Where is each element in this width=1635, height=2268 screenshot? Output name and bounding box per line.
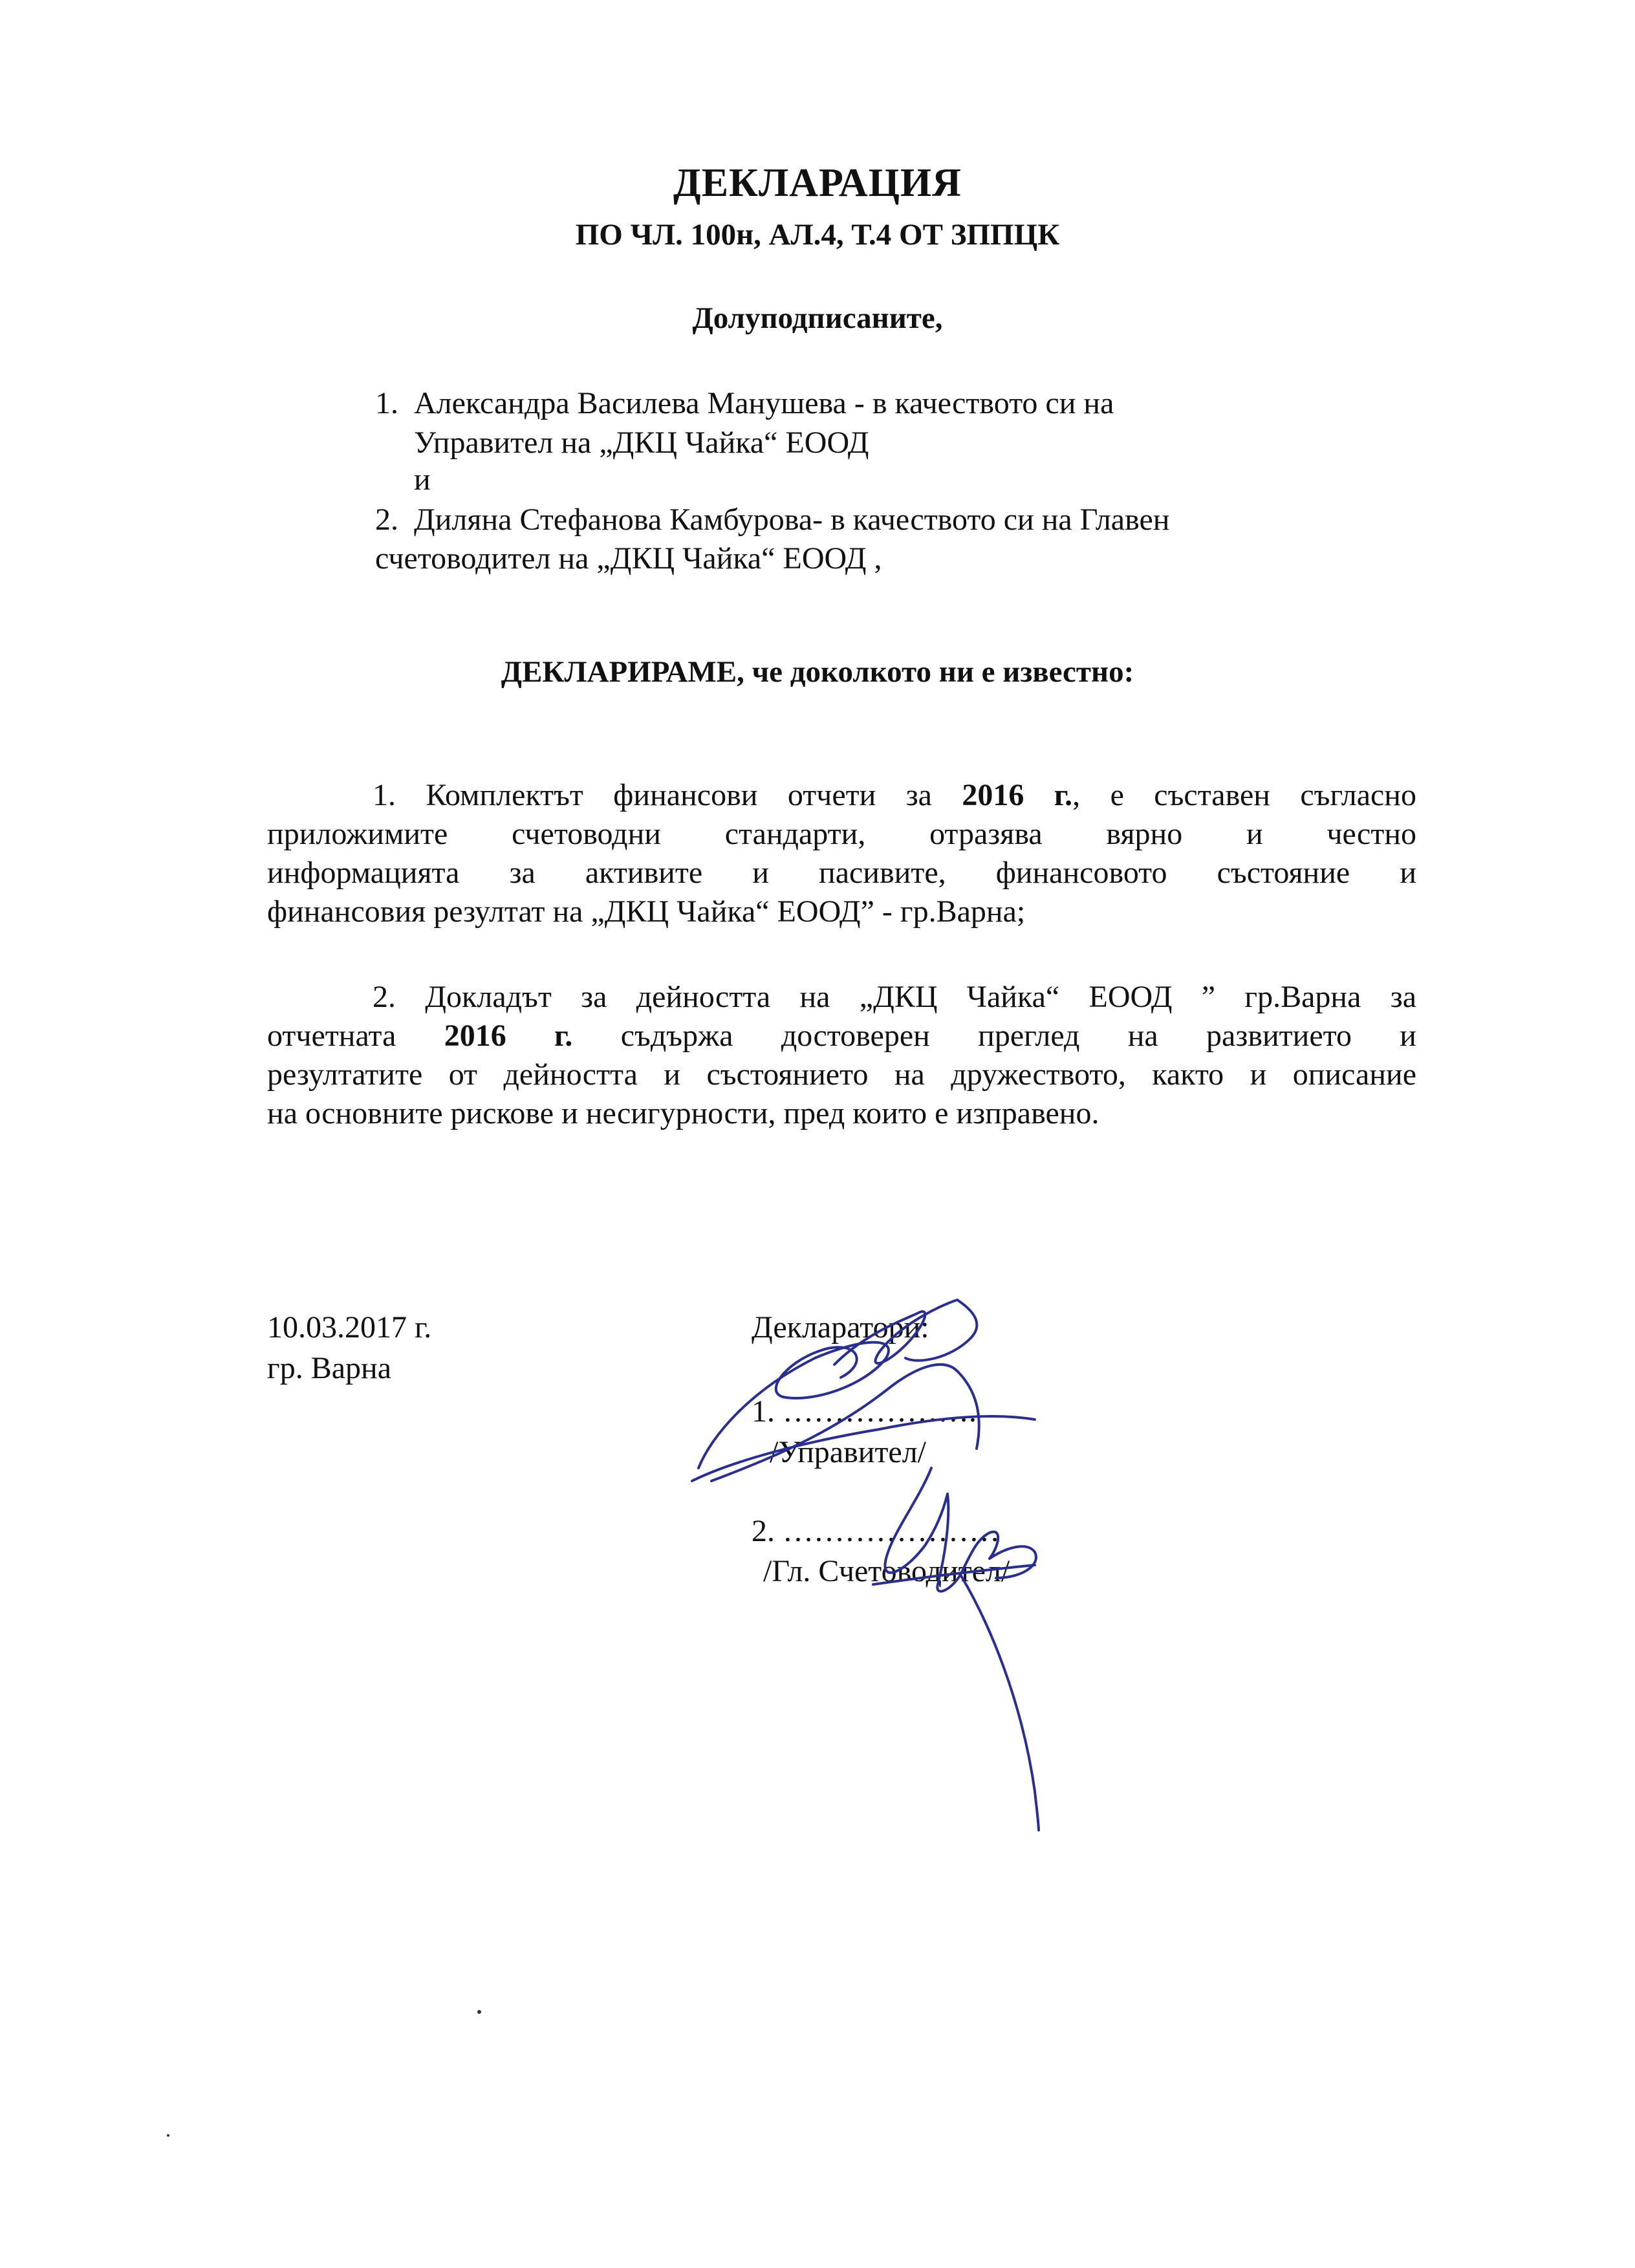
scan-speck	[167, 2134, 169, 2137]
signers-intro: Долуподписаните,	[692, 301, 943, 335]
scan-speck	[477, 2010, 481, 2014]
signature-2-role: /Гл. Счетоводител/	[763, 1554, 1010, 1588]
paragraph-2-line-1: 2. Докладът за дейността на „ДКЦ Чайка“ ЕООД ” гр.Варна за	[373, 980, 1416, 1014]
paragraph-1-line-1: 1. Комплектът финансови отчети за 2016 г., е съставен съгласно	[373, 778, 1416, 812]
party-2-line1: Диляна Стефанова Камбурова- в качеството си на Главен	[414, 502, 1170, 537]
paragraph-1-line-2: приложимите счетоводни стандарти, отразява вярно и честно	[267, 817, 1416, 851]
signature-stroke	[960, 1575, 1039, 1830]
paragraph-2	[267, 978, 1416, 1133]
declaration-heading: ДЕКЛАРИРАМЕ, че доколкото ни е известно:	[501, 655, 1134, 689]
paragraph-1	[267, 776, 1416, 931]
document-date: 10.03.2017 г.	[267, 1310, 432, 1345]
party-1-line1: Александра Василева Манушева - в качеството си на	[414, 386, 1114, 420]
paragraph-2-line-4: на основните рискове и несигурности, пред които е изправено.	[267, 1096, 1099, 1130]
party-2-number: 2.	[375, 502, 398, 537]
declarants-label: Декларатори:	[752, 1310, 929, 1345]
paragraph-1-line-3: информацията за активите и пасивите, финансовото състояние и	[267, 856, 1416, 890]
party-1-line2: Управител на „ДКЦ Чайка“ ЕООД	[414, 426, 869, 460]
signature-1-line: 1. ……………….	[752, 1394, 977, 1429]
conjunction: и	[414, 462, 431, 497]
document-title: ДЕКЛАРАЦИЯ	[673, 161, 962, 205]
document-subtitle: ПО ЧЛ. 100н, АЛ.4, Т.4 ОТ ЗППЦК	[575, 218, 1060, 252]
paragraph-1-line-4: финансовия резултат на „ДКЦ Чайка“ ЕООД” - гр.Варна;	[267, 894, 1026, 929]
signature-1-role: /Управител/	[770, 1435, 927, 1469]
party-1-number: 1.	[375, 386, 398, 420]
paragraph-2-line-2: отчетната 2016 г. съдържа достоверен преглед на развитието и	[267, 1019, 1416, 1053]
signature-2-line: 2. …………………	[752, 1514, 1000, 1548]
party-2-line2: счетоводител на „ДКЦ Чайка“ ЕООД ,	[375, 541, 882, 576]
document-place: гр. Варна	[267, 1351, 391, 1385]
paragraph-2-line-3: резултатите от дейността и състоянието на дружеството, както и описание	[267, 1057, 1416, 1092]
